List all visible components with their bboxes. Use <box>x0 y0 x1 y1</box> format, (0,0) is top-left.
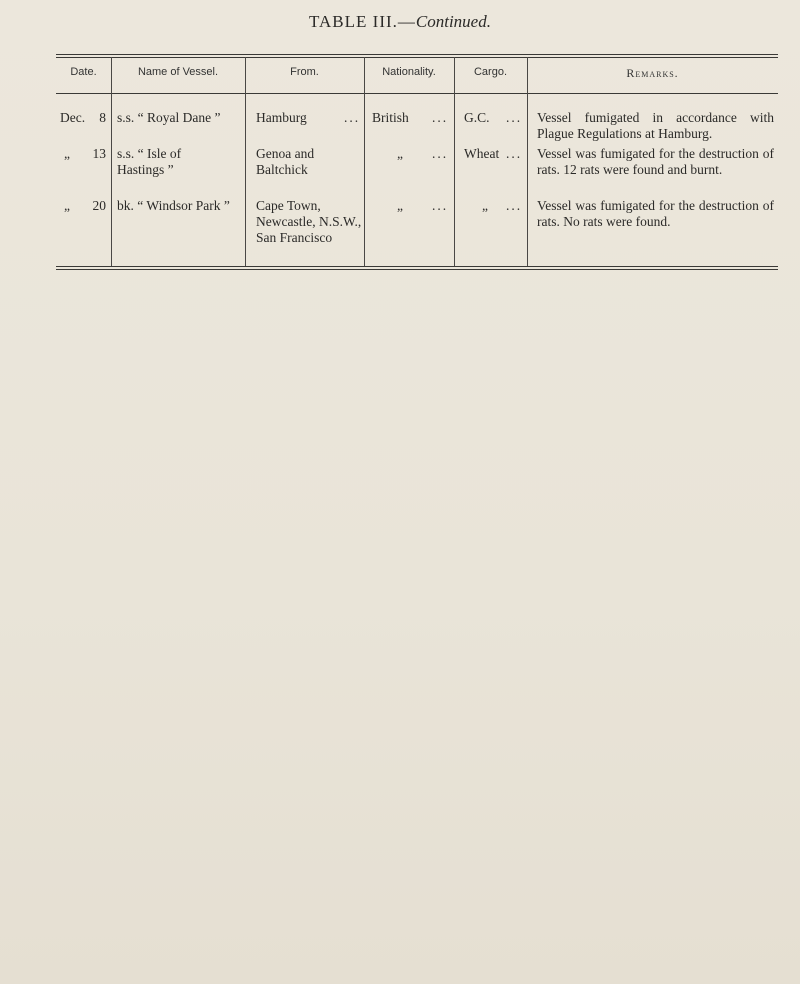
table-row-1-from-dots: ... <box>344 110 361 125</box>
table-row-3-cargo-dots: ... <box>506 198 523 213</box>
table-row-2-month: „ <box>64 146 70 161</box>
table-row-3-from: Cape Town, Newcastle, N.S.W., San Francisco <box>256 198 362 245</box>
table-row-3-cargo: „ <box>482 198 488 213</box>
table-row-3-nat-dots: ... <box>432 198 449 213</box>
table-row-3-nationality: „ <box>397 198 403 213</box>
table-top-rule <box>56 54 778 55</box>
table-row-1-day: 8 <box>99 110 106 125</box>
table-row-2-remarks: Vessel was fumigated for the destruction of rats. 12 rats were found and burnt. <box>537 146 774 177</box>
header-remarks: Remarks. <box>626 66 679 80</box>
table-row-1-vessel: s.s. “ Royal Dane ” <box>117 110 221 125</box>
table-row-1-month: Dec. <box>60 110 86 125</box>
table-row-1-nationality: British <box>372 110 409 125</box>
column-divider <box>364 57 365 266</box>
table-row-2-cargo-dots: ... <box>506 146 523 161</box>
header-date: Date. <box>70 66 97 78</box>
table-row-2-day: 13 <box>92 146 106 161</box>
column-divider <box>527 57 528 266</box>
table-bottom-rule-outer <box>56 269 778 270</box>
table-row-2-nationality: „ <box>397 146 403 161</box>
table-row-2-from: Genoa and Baltchick <box>256 146 315 177</box>
title-continued: Continued. <box>415 12 491 31</box>
header-nationality: Nationality. <box>382 66 436 78</box>
header-vessel: Name of Vessel. <box>137 66 219 78</box>
table-row-2-vessel: s.s. “ Isle of Hastings ” <box>117 146 182 177</box>
table-row-3-month: „ <box>64 198 70 213</box>
column-divider <box>454 57 455 266</box>
table-row-2-cargo: Wheat <box>464 146 500 161</box>
header-cargo: Cargo. <box>473 66 508 78</box>
table-top-rule-inner <box>56 57 778 58</box>
table-row-3-day: 20 <box>92 198 106 213</box>
table-row-1-from: Hamburg <box>256 110 307 125</box>
table-row-3-remarks: Vessel was fumigated for the destruction of rats. No rats were found. <box>537 198 774 229</box>
table-row-1-cargo-dots: ... <box>506 110 523 125</box>
table-bottom-rule <box>56 266 778 267</box>
table-row-1-remarks: Vessel fumigated in accordance with Plague Regulations at Hamburg. <box>537 110 774 141</box>
page-title <box>0 12 800 32</box>
title-main: TABLE III.— <box>309 12 416 31</box>
header-from: From. <box>290 66 319 78</box>
column-divider <box>245 57 246 266</box>
table-row-3-vessel: bk. “ Windsor Park ” <box>117 198 230 213</box>
table-row-2-nat-dots: ... <box>432 146 449 161</box>
column-divider <box>111 57 112 266</box>
header-bottom-rule <box>56 93 778 94</box>
table-row-1-nat-dots: ... <box>432 110 449 125</box>
table-row-1-cargo: G.C. <box>464 110 490 125</box>
